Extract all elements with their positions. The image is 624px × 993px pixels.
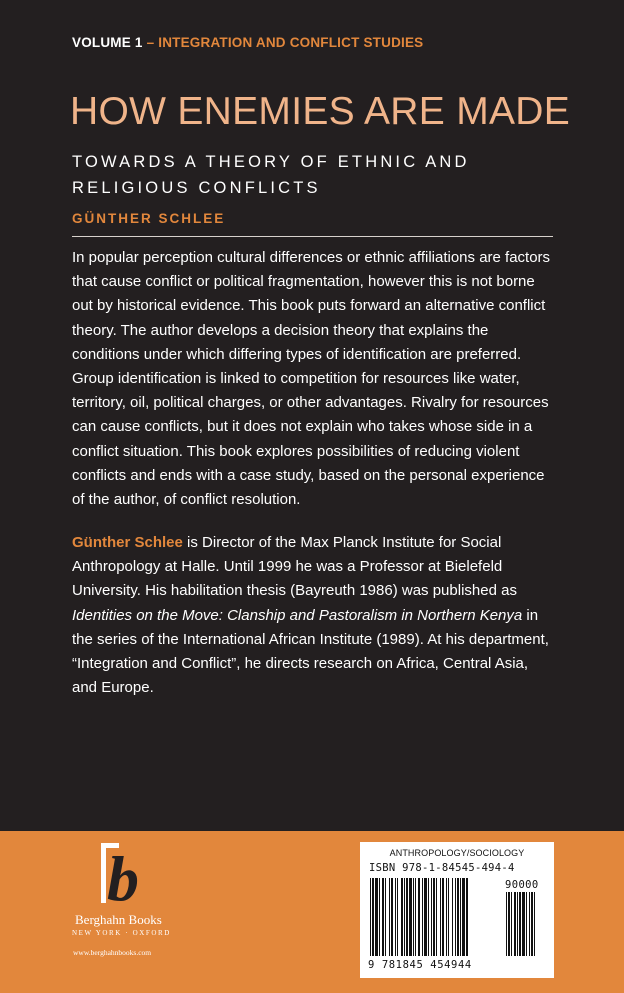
barcode-icon — [366, 878, 550, 960]
barcode-digits: 9 781845 454944 — [368, 959, 472, 971]
series-heading — [72, 35, 423, 50]
barcode-panel — [360, 842, 554, 978]
author-name: GÜNTHER SCHLEE — [72, 211, 226, 226]
book-title: HOW ENEMIES ARE MADE — [70, 90, 571, 133]
barcode-bar — [385, 878, 386, 956]
author-bio — [72, 531, 556, 700]
barcode-bar — [401, 878, 403, 956]
barcode-bar — [415, 878, 416, 956]
bio-author-name: Günther Schlee — [72, 534, 183, 551]
barcode-bar — [413, 878, 414, 956]
barcode-bar — [428, 878, 429, 956]
addon-bar — [526, 892, 527, 956]
book-description: In popular perception cultural differences or ethnic affiliations are factors that cause conflict or political fragmentation, however this is not borne out by historical evidence. This book puts forward an alternative conflict theory. The author develops a decision theory that explains the conditions under which differing types of identification are preferred. Group identification is linked to competition for resources like water, territory, oil, political charges, or other advantages. Rivalry for resources can cause conflicts, but it does not explain who takes whose side in a conflict situation. This book explores possibilities of reducing violent conflicts and ends with a case study, based on the personal experience of the author, of conflict resolution. — [72, 249, 551, 509]
addon-bar — [522, 892, 525, 956]
barcode-bar — [452, 878, 453, 956]
barcode-bar — [409, 878, 412, 956]
barcode-bar — [391, 878, 393, 956]
addon-bar — [511, 892, 512, 956]
barcode-bar — [466, 878, 468, 956]
series-volume: VOLUME 1 — [72, 35, 143, 50]
barcode-bar — [372, 878, 374, 956]
bio-text: in the series of the International African Institute (1989). At his department, “Integration and Conflict”, he directs research on Africa, Central Asia, and Europe. — [72, 606, 549, 697]
barcode-bar — [462, 878, 465, 956]
barcode-bar — [448, 878, 449, 956]
subtitle-line: RELIGIOUS CONFLICTS — [72, 179, 321, 197]
barcode-bar — [424, 878, 427, 956]
barcode-bar — [440, 878, 441, 956]
price-addon: 90000 — [505, 879, 539, 891]
divider — [72, 236, 553, 237]
barcode-category: ANTHROPOLOGY/SOCIOLOGY — [389, 848, 525, 858]
addon-bar — [517, 892, 518, 956]
addon-bar — [529, 892, 530, 956]
bio-book-title: Identities on the Move: Clanship and Pastoralism in Northern Kenya — [72, 606, 523, 624]
barcode-bar — [406, 878, 408, 956]
barcode-bar — [446, 878, 447, 956]
barcode-bar — [379, 878, 380, 956]
series-name: INTEGRATION AND CONFLICT STUDIES — [158, 35, 424, 50]
isbn-label: ISBN 978-1-84545-494-4 — [369, 862, 515, 874]
barcode-bar — [389, 878, 390, 956]
series-separator: – — [142, 35, 159, 50]
barcode-bar — [418, 878, 420, 956]
addon-bar — [534, 892, 535, 956]
barcode-bar — [431, 878, 432, 956]
publisher-logo-icon — [85, 840, 155, 910]
addon-bar — [519, 892, 521, 956]
barcode-bar — [457, 878, 459, 956]
barcode-bar — [395, 878, 396, 956]
book-subtitle — [72, 149, 542, 201]
addon-bar — [514, 892, 516, 956]
publisher-logo-letter: b — [107, 843, 139, 910]
bio-text: is Director of the Max Planck Institute for Social Anthropology at Halle. Until 1999 he was a Professor at Bielefeld University. His habilitation thesis (Bayreuth 1986) was published as — [72, 534, 517, 600]
barcode-bar — [460, 878, 461, 956]
addon-bar — [506, 892, 507, 956]
barcode-bar — [442, 878, 444, 956]
barcode-bar — [436, 878, 437, 956]
barcode-bar — [404, 878, 405, 956]
barcode-bar — [422, 878, 423, 956]
subtitle-line: TOWARDS A THEORY OF ETHNIC AND — [72, 153, 470, 171]
publisher-places: NEW YORK · OXFORD — [72, 929, 171, 937]
barcode-bar — [382, 878, 384, 956]
addon-bar — [531, 892, 533, 956]
barcode-bar — [433, 878, 435, 956]
addon-bar — [508, 892, 510, 956]
publisher-url: www.berghahnbooks.com — [73, 948, 152, 957]
barcode-bar — [375, 878, 378, 956]
publisher-name: Berghahn Books — [75, 912, 162, 927]
barcode-bar — [397, 878, 398, 956]
barcode-bar — [455, 878, 456, 956]
barcode-bar — [370, 878, 371, 956]
